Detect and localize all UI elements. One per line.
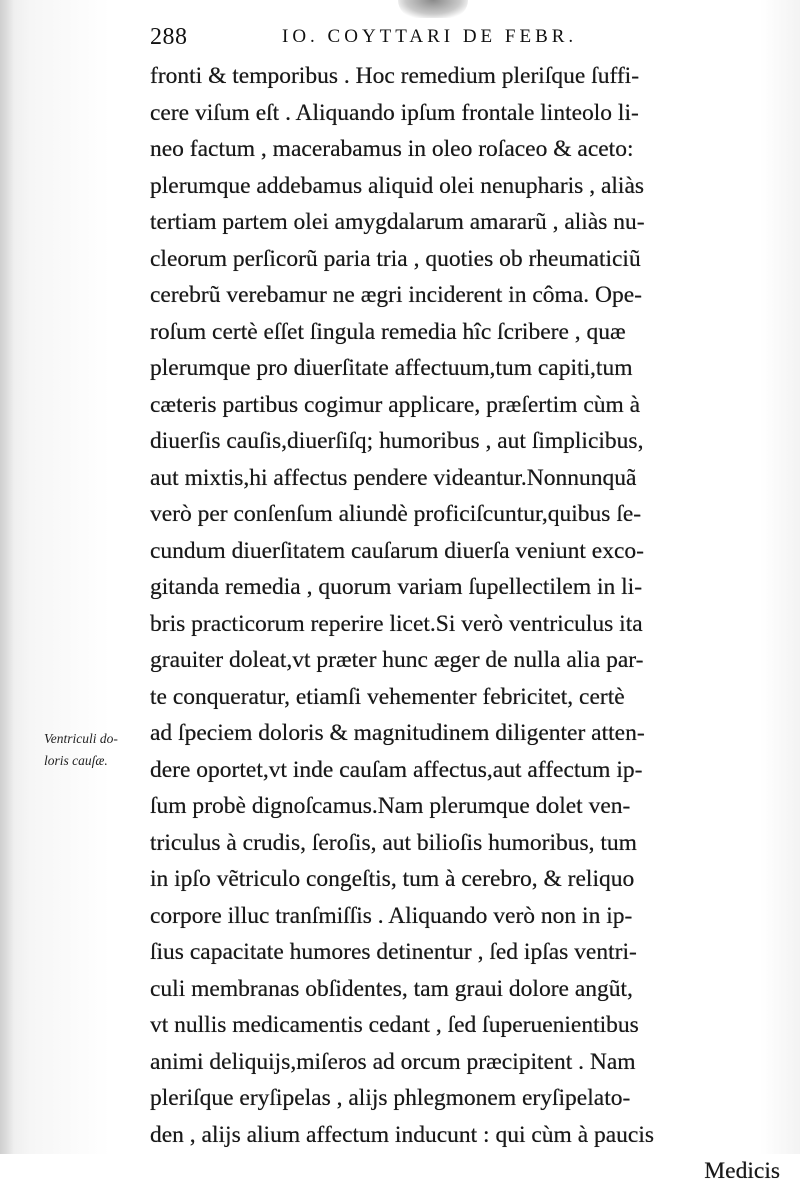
body-text <box>150 58 780 1190</box>
text-line: verò per conſenſum aliundè proficiſcuntur,quibus ſe- <box>150 501 642 527</box>
text-line: pleriſque eryſipelas , alijs phlegmonem eryſipelato- <box>150 1085 631 1111</box>
text-line: corpore illuc tranſmiſſis . Aliquando verò non in ip- <box>150 902 633 929</box>
text-line: ad ſpeciem doloris & magnitudinem diligenter atten- <box>150 720 645 746</box>
text-line: diuerſis cauſis,diuerſiſq; humoribus , aut ſimplicibus, <box>150 428 644 454</box>
text-line: roſum certè eſſet ſingula remedia hîc ſcribere , quæ <box>150 318 626 345</box>
text-line: dere oportet,vt inde cauſam affectus,aut affectum ip- <box>150 756 643 783</box>
text-line: culi membranas obſidentes, tam graui dolore angũt, <box>150 975 633 1002</box>
text-line: bris practicorum reperire licet.Si verò ventriculus ita <box>150 610 643 637</box>
text-line: tertiam partem olei amygdalarum amararũ , aliàs nu- <box>150 209 645 235</box>
text-line: in ipſo vẽtriculo congeſtis, tum à cerebro, & reliquo <box>150 866 635 892</box>
text-line: vt nullis medicamentis cedant , ſed ſuperuenientibus <box>150 1012 639 1038</box>
text-line: den , alijs alium affectum inducunt : qui cùm à paucis <box>150 1121 655 1148</box>
text-line: cundum diuerſitatem cauſarum diuerſa veniunt exco- <box>150 537 644 564</box>
text-line: ſius capacitate humores detinentur , ſed ipſas ventri- <box>150 939 637 965</box>
text-line: fronti & temporibus . Hoc remedium pleriſque ſuffi- <box>150 63 640 89</box>
text-line: gitanda remedia , quorum variam ſupellectilem in li- <box>150 574 643 600</box>
text-line: cleorum perſicorũ paria tria , quoties ob rheumaticiũ <box>150 245 641 272</box>
text-line: te conqueratur, etiamſi vehementer febricitet, certè <box>150 683 625 710</box>
text-line: ſum probè dignoſcamus.Nam plerumque dolet ven- <box>150 793 631 819</box>
page-header <box>150 24 780 58</box>
running-head: IO. COYTTARI DE FEBR. <box>282 26 578 47</box>
text-line: plerumque addebamus aliquid olei nenupharis , aliàs <box>150 172 645 199</box>
ink-stain <box>398 0 468 18</box>
text-line: cæteris partibus cogimur applicare, præſertim cùm à <box>150 391 641 418</box>
text-line: neo factum , macerabamus in oleo roſaceo & aceto: <box>150 136 634 162</box>
catchword: Medicis <box>704 1158 780 1184</box>
text-line: cere viſum eſt . Aliquando ipſum frontale linteolo li- <box>150 99 639 126</box>
text-line: cerebrũ verebamur ne ægri inciderent in côma. Ope- <box>150 282 642 308</box>
text-line: triculus à crudis, ſeroſis, aut bilioſis humoribus, tum <box>150 829 637 856</box>
margin-note <box>44 728 154 772</box>
gutter-shadow <box>0 0 14 1154</box>
text-line: animi deliquijs,miſeros ad orcum præcipitent . Nam <box>150 1048 636 1075</box>
margin-note-line: loris cauſæ. <box>44 753 108 768</box>
text-line: plerumque pro diuerſitate affectuum,tum capiti,tum <box>150 355 633 381</box>
text-line: grauiter doleat,vt præter hunc æger de nulla alia par- <box>150 647 644 673</box>
page-number: 288 <box>150 24 188 50</box>
text-line: aut mixtis,hi affectus pendere videantur.Nonnunquã <box>150 464 637 491</box>
margin-note-line: Ventriculi do- <box>44 731 118 746</box>
